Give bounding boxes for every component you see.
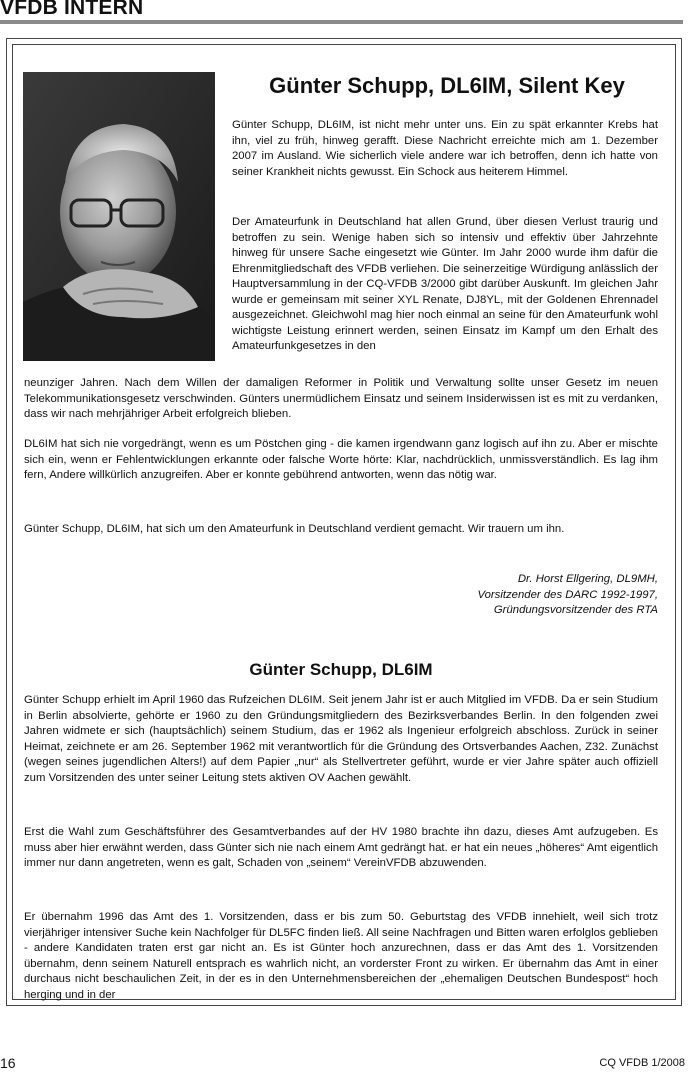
biography-paragraph-2: Erst die Wahl zum Geschäftsführer des Gesamtverbandes auf der HV 1980 brachte ihn dazu, dieses Amt aufzugeben. Es muss aber hier erwähnt werden, dass Günter sich nie nach einem Amt gedrängt hat. er hat ein neues „höheres“ Amt eigentlich immer nur dann angetreten, wenn es galt, Schaden von „seinem“ VereinVFDB abzuwenden. [24, 826, 658, 869]
article-paragraph-3: DL6IM hat sich nie vorgedrängt, wenn es um Pöstchen ging - die kamen irgendwann ganz logisch auf ihn zu. Aber er mischte sich ein, wenn er Fehlentwicklungen erkannte oder falsche Worte hörte: Klar, nachdrücklich, unmissverständlich. Es lag ihm fern, Andere willkürlich anzugreifen. Aber er konnte gebührend antworten, wenn das nötig war. [24, 438, 658, 481]
page-header [0, 0, 697, 26]
article-paragraph-2: Der Amateurfunk in Deutschland hat allen Grund, über diesen Verlust traurig und betroffen zu sein. Wenige haben sich so intensiv und effektiv über Jahrzehnte hinweg für unsere Sache eingesetzt wie Günter. Im Jahr 2000 wurde ihm dafür die Ehrenmitgliedschaft des VFDB verliehen. Die seinerzeitige Würdigung anlässlich der Hauptversammlung in der CQ-VFDB 3/2000 gibt darüber Auskunft. Im gleichen Jahr wurde er gemeinsam mit seiner XYL Renate, DJ8YL, mit der Goldenen Ehrennadel ausgezeichnet. Gleichwohl mag hier noch einmal an seine für den Amateurfunk wohl wichtigste Leistung erinnert werden, seinen Einsatz im Kampf um den Erhalt des Amateurfunkgesetzes in den [232, 216, 658, 352]
header-rule [0, 20, 683, 24]
author-signature [330, 572, 658, 619]
page-number: 16 [0, 1055, 16, 1071]
article-paragraph-1: Günter Schupp, DL6IM, ist nicht mehr unter uns. Ein zu spät erkannter Krebs hat ihn, viel zu früh, hinweg gerafft. Diese Nachricht erreichte mich am 1. Dezember 2007 im Ausland. Wie sicherlich viele andere war ich betroffen, denn ich hatte von seiner Krankheit nichts gewusst. Ein Schock aus heiterem Himmel. [232, 119, 658, 178]
signature-role-2: Gründungsvorsitzender des RTA [493, 604, 658, 616]
biography-paragraph-1: Günter Schupp erhielt im April 1960 das Rufzeichen DL6IM. Seit jenem Jahr ist er auch Mitglied im VFDB. Da er sein Studium in Berlin absolvierte, gehörte er 1960 zu den Gründungsmitgliedern des Bezirksverbandes Berlin. In den folgenden zwei Jahren widmete er sich (hauptsächlich) seinem Studium, das er 1962 als Ingenieur erfolgreich abschloss. Zurück in seiner Heimat, zeichnete er am 26. September 1962 mit verantwortlich für die Gründung des Ortsverbandes Aachen, Z32. Zunächst (wegen seines jugendlichen Alters!) auf dem Papier „nur“ als Stellvertreter geführt, wurde er vier Jahre später auch offiziell zum Vorsitzenden des unter seiner Leitung stets aktiven OV Aachen gewählt. [24, 694, 658, 784]
biography-paragraph-3: Er übernahm 1996 das Amt des 1. Vorsitzenden, dass er bis zum 50. Geburtstag des VFDB innehielt, weil sich trotz vierjähriger intensiver Suche kein Nachfolger für DL5FC finden ließ. All seine Nachfragen und Bitten waren erfolglos geblieben - andere Kandidaten traten erst gar nicht an. Es ist Günter hoch anzurechnen, dass er das Amt des 1. Vorsitzenden übernahm, denn seinem Naturell entsprach es wahrlich nicht, an vorderster Front zu wirken. Er übernahm das Amt in einer durchaus nicht beschaulichen Zeit, in der es in den Unternehmensbereichen der „ehemaligen Deutschen Bundespost“ hoch herging und in der [24, 911, 658, 1001]
article-title: Günter Schupp, DL6IM, Silent Key [269, 73, 625, 98]
issue-label: CQ VFDB 1/2008 [599, 1057, 685, 1069]
biography-title: Günter Schupp, DL6IM [249, 660, 433, 679]
portrait-photo [23, 72, 215, 361]
signature-role-1: Vorsitzender des DARC 1992-1997, [477, 588, 658, 601]
article-paragraph-4: Günter Schupp, DL6IM, hat sich um den Amateurfunk in Deutschland verdient gemacht. Wir trauern um ihn. [24, 523, 565, 535]
section-title: VFDB INTERN [0, 0, 144, 19]
article-paragraph-2-continued: neunziger Jahren. Nach dem Willen der damaligen Reformer in Politik und Verwaltung sollte unser Gesetz im neuen Telekommunikationsgesetz verschwinden. Günters unermüdlichem Einsatz und seinem Insiderwissen ist es mit zu verdanken, dass wir nach mehrjähriger Arbeit erfolgreich blieben. [24, 377, 658, 420]
signature-name: Dr. Horst Ellgering, DL9MH, [517, 573, 658, 585]
